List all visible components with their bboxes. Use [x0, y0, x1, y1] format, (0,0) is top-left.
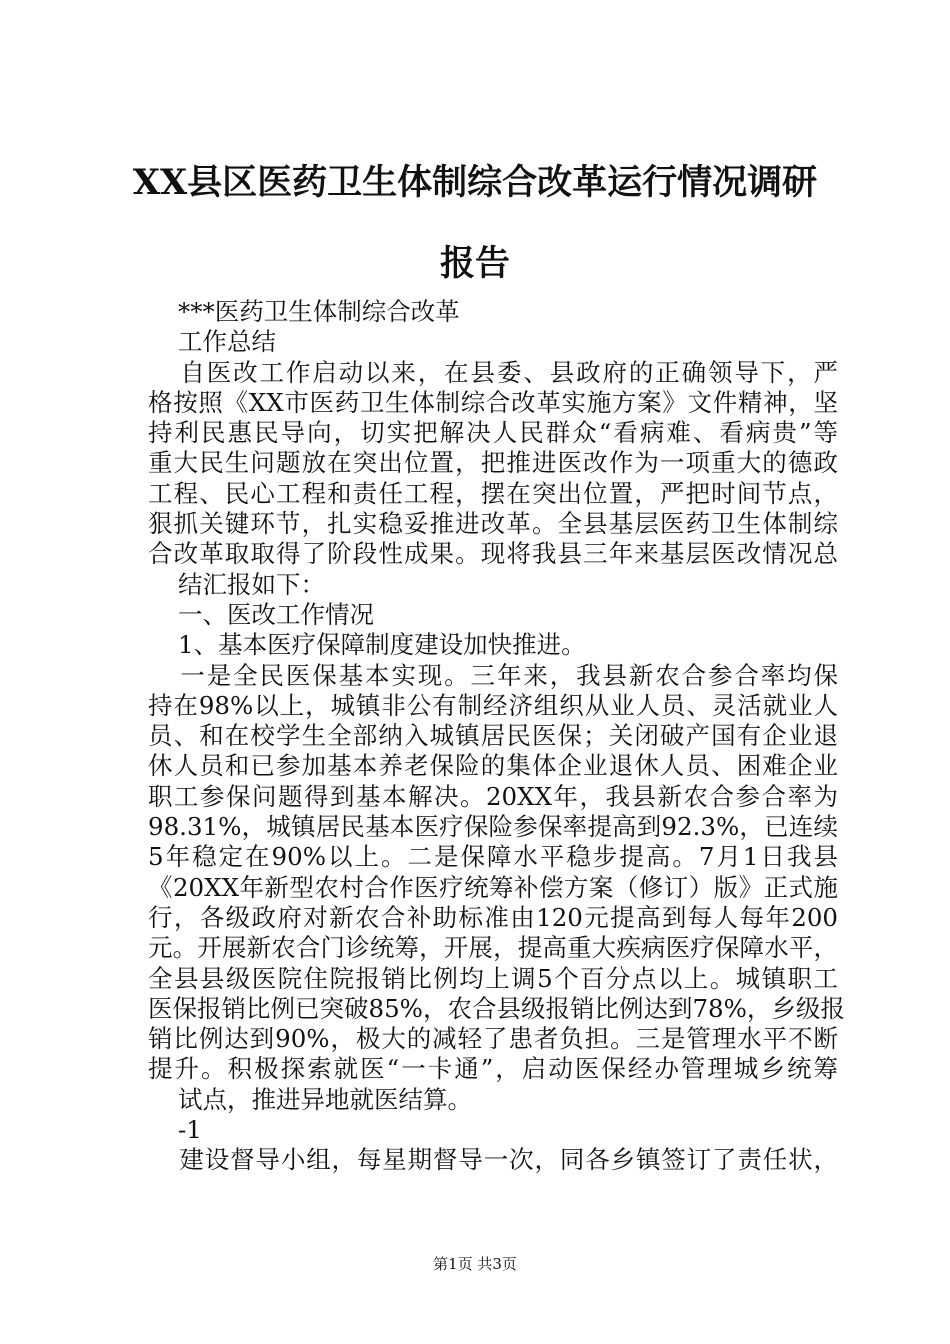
body-line: 销比例达到90%，极大的减轻了患者负担。三是管理水平不断	[148, 1024, 838, 1054]
document-title-line-1: XX县区医药卫生体制综合改革运行情况调研	[132, 162, 818, 203]
body-line: 《20XX年新型农村合作医疗统筹补偿方案（修订）版》正式施	[148, 872, 838, 902]
body-line: 5年稳定在90%以上。二是保障水平稳步提高。7月1日我县	[148, 842, 838, 872]
body-line: 员、和在校学生全部纳入城镇居民医保；关闭破产国有企业退	[148, 721, 838, 751]
body-line: 持利民惠民导向，切实把解决人民群众“看病难、看病贵”等	[148, 418, 838, 448]
body-line: 结汇报如下：	[178, 569, 325, 599]
document-body	[148, 297, 845, 1176]
body-line: 狠抓关键环节，扎实稳妥推进改革。全县基层医药卫生体制综	[148, 509, 838, 539]
body-line: 行，各级政府对新农合补助标准由120元提高到每人每年200	[148, 902, 838, 932]
body-line: 合改革取取得了阶段性成果。现将我县三年来基层医改情况总	[148, 539, 838, 569]
body-line: ***医药卫生体制综合改革	[178, 297, 460, 326]
body-line: 职工参保问题得到基本解决。20XX年，我县新农合参合率为	[148, 781, 838, 811]
page-footer: 第1页 共3页	[433, 1255, 517, 1273]
body-line: 全县县级医院住院报销比例均上调5个百分点以上。城镇职工	[148, 963, 838, 993]
body-line: 医保报销比例已突破85%，农合县级报销比例达到78%，乡级报	[148, 993, 845, 1023]
body-line: 98.31%，城镇居民基本医疗保险参保率提高到92.3%，已连续	[148, 812, 838, 842]
body-line: 休人员和已参加基本养老保险的集体企业退休人员、困难企业	[148, 751, 838, 781]
body-line: 元。开展新农合门诊统筹，开展，提高重大疾病医疗保障水平，	[148, 933, 838, 963]
body-line: 1、基本医疗保障制度建设加快推进。	[178, 630, 586, 660]
body-line: 工程、民心工程和责任工程，摆在突出位置，严把时间节点，	[148, 478, 838, 508]
body-line: 工作总结	[178, 327, 276, 357]
body-line: 一、医改工作情况	[178, 599, 374, 629]
body-line: 自医改工作启动以来，在县委、县政府的正确领导下，严	[154, 357, 838, 387]
body-line: 建设督导小组，每星期督导一次，同各乡镇签订了责任状，	[154, 1145, 838, 1175]
body-line: 格按照《XX市医药卫生体制综合改革实施方案》文件精神，坚	[148, 387, 838, 417]
document-title-line-2: 报告	[439, 243, 510, 284]
body-line: 持在98%以上，城镇非公有制经济组织从业人员、灵活就业人	[148, 690, 838, 720]
body-line: 试点，推进异地就医结算。	[178, 1084, 472, 1114]
body-line: 重大民生问题放在突出位置，把推进医改作为一项重大的德政	[148, 448, 838, 478]
body-line: 一是全民医保基本实现。三年来，我县新农合参合率均保	[154, 660, 838, 690]
body-line: -1	[178, 1115, 202, 1145]
body-line: 提升。积极探索就医“一卡通”，启动医保经办管理城乡统筹	[148, 1054, 838, 1084]
